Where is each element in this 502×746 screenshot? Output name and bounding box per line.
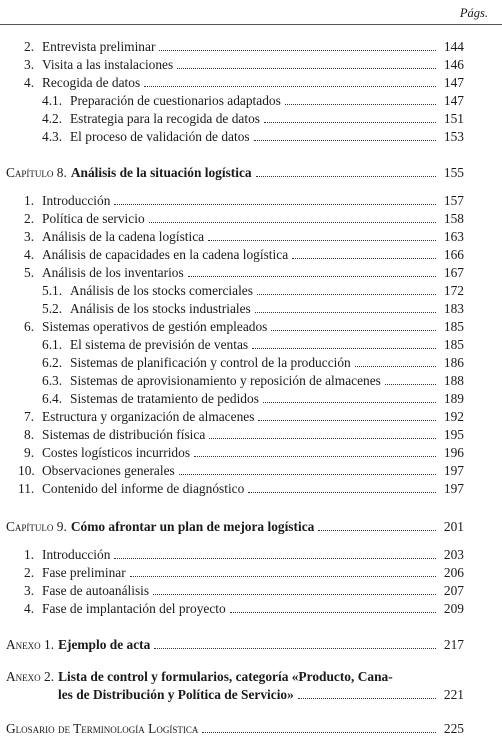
dot-leader bbox=[159, 49, 436, 51]
entry-page: 196 bbox=[443, 445, 464, 460]
entry-title: Análisis de los stocks comerciales bbox=[70, 283, 253, 298]
dot-leader bbox=[248, 491, 436, 493]
entry-title: Sistemas de aprovisionamiento y reposición de almacenes bbox=[70, 373, 381, 388]
dot-leader bbox=[298, 697, 436, 699]
entry-page: 209 bbox=[443, 601, 464, 616]
entry-page: 225 bbox=[443, 721, 464, 736]
entry-number: 6. bbox=[24, 319, 35, 334]
dot-leader bbox=[177, 67, 436, 69]
pages-column-label: Págs. bbox=[459, 6, 488, 20]
entry-title: Análisis de la cadena logística bbox=[42, 229, 205, 244]
entry-page: 155 bbox=[443, 165, 464, 180]
entry-title: Visita a las instalaciones bbox=[42, 57, 174, 72]
dot-leader bbox=[149, 221, 436, 223]
entry-number: 2. bbox=[24, 211, 35, 226]
toc-subentry[interactable] bbox=[42, 391, 464, 407]
entry-title: Fase de implantación del proyecto bbox=[42, 601, 226, 616]
toc-entry[interactable] bbox=[24, 547, 464, 563]
entry-title: Entrevista preliminar bbox=[42, 39, 156, 54]
toc-entry[interactable] bbox=[24, 247, 464, 263]
dot-leader bbox=[252, 347, 436, 349]
entry-number: 8. bbox=[24, 427, 35, 442]
entry-page: 157 bbox=[443, 193, 464, 208]
entry-page: 151 bbox=[443, 111, 464, 126]
entry-page: 166 bbox=[443, 247, 464, 262]
entry-page: 158 bbox=[443, 211, 464, 226]
chapter-label: Capítulo 8. bbox=[6, 165, 67, 180]
annex-title-line1: Lista de control y formularios, categoría «Producto, Cana- bbox=[58, 669, 393, 684]
entry-page: 147 bbox=[443, 75, 464, 90]
entry-page: 186 bbox=[443, 355, 464, 370]
entry-title: Política de servicio bbox=[42, 211, 145, 226]
entry-number: 11. bbox=[18, 481, 35, 496]
dot-leader bbox=[254, 139, 436, 141]
entry-page: 147 bbox=[443, 93, 464, 108]
entry-page: 203 bbox=[443, 547, 464, 562]
toc-subentry[interactable] bbox=[42, 337, 464, 353]
dot-leader bbox=[385, 383, 436, 385]
entry-number: 5. bbox=[24, 265, 35, 280]
chapter-title: Análisis de la situación logística bbox=[70, 165, 252, 180]
dot-leader bbox=[256, 175, 436, 177]
dot-leader bbox=[255, 311, 436, 313]
entry-number: 4.2. bbox=[42, 111, 63, 126]
toc-entry[interactable] bbox=[18, 463, 464, 479]
dot-leader bbox=[209, 437, 436, 439]
header-rule bbox=[0, 24, 502, 25]
entry-page: 197 bbox=[443, 481, 464, 496]
entry-page: 192 bbox=[443, 409, 464, 424]
dot-leader bbox=[130, 575, 436, 577]
entry-number: 3. bbox=[24, 583, 35, 598]
annex-2-heading-line1[interactable] bbox=[6, 669, 464, 685]
toc-entry[interactable] bbox=[18, 481, 464, 497]
toc-subentry[interactable] bbox=[42, 355, 464, 371]
toc-subentry[interactable] bbox=[42, 373, 464, 389]
entry-title: Introducción bbox=[42, 547, 111, 562]
entry-number: 2. bbox=[24, 565, 35, 580]
dot-leader bbox=[230, 611, 436, 613]
glossary-heading[interactable] bbox=[6, 721, 464, 737]
entry-number: 7. bbox=[24, 409, 35, 424]
toc-subentry[interactable] bbox=[42, 111, 464, 127]
entry-number: 3. bbox=[24, 229, 35, 244]
entry-page: 197 bbox=[443, 463, 464, 478]
entry-page: 167 bbox=[443, 265, 464, 280]
dot-leader bbox=[154, 647, 436, 649]
toc-entry[interactable] bbox=[24, 39, 464, 55]
toc-entry[interactable] bbox=[24, 193, 464, 209]
entry-title: Fase de autoanálisis bbox=[42, 583, 150, 598]
entry-title: Observaciones generales bbox=[42, 463, 175, 478]
dot-leader bbox=[355, 365, 436, 367]
entry-number: 4.3. bbox=[42, 129, 63, 144]
dot-leader bbox=[179, 473, 436, 475]
chapter-title: Cómo afrontar un plan de mejora logística bbox=[70, 519, 315, 534]
entry-title: Sistemas de distribución física bbox=[42, 427, 206, 442]
toc-entry[interactable] bbox=[24, 57, 464, 73]
dot-leader bbox=[114, 557, 436, 559]
toc-entry[interactable] bbox=[24, 319, 464, 335]
dot-leader bbox=[271, 329, 436, 331]
entry-title: Recogida de datos bbox=[42, 75, 141, 90]
entry-page: 146 bbox=[443, 57, 464, 72]
chapter-8-heading[interactable] bbox=[6, 165, 464, 181]
toc-entry[interactable] bbox=[24, 75, 464, 91]
entry-title: Sistemas operativos de gestión empleados bbox=[42, 319, 268, 334]
dot-leader bbox=[188, 275, 436, 277]
toc-entry[interactable] bbox=[24, 211, 464, 227]
entry-page: 201 bbox=[443, 519, 464, 534]
entry-number: 1. bbox=[24, 547, 35, 562]
entry-number: 4. bbox=[24, 247, 35, 262]
dot-leader bbox=[202, 731, 436, 733]
dot-leader bbox=[257, 293, 436, 295]
entry-title: El proceso de validación de datos bbox=[70, 129, 250, 144]
toc-subentry[interactable] bbox=[42, 93, 464, 109]
toc-subentry[interactable] bbox=[42, 129, 464, 145]
annex-title-line2: les de Distribución y Política de Servicio» bbox=[58, 687, 294, 702]
toc-entry[interactable] bbox=[24, 565, 464, 581]
dot-leader bbox=[258, 419, 436, 421]
entry-title: Análisis de los stocks industriales bbox=[70, 301, 251, 316]
glossary-title: Glosario de Terminología Logística bbox=[6, 721, 199, 736]
entry-title: Costes logísticos incurridos bbox=[42, 445, 191, 460]
entry-number: 10. bbox=[18, 463, 35, 478]
entry-number: 3. bbox=[24, 57, 35, 72]
entry-title: Estrategia para la recogida de datos bbox=[70, 111, 260, 126]
entry-number: 4.1. bbox=[42, 93, 63, 108]
entry-page: 172 bbox=[443, 283, 464, 298]
toc-entry[interactable] bbox=[24, 601, 464, 617]
entry-page: 221 bbox=[443, 687, 464, 702]
entry-title: Análisis de los inventarios bbox=[42, 265, 184, 280]
entry-title: Estructura y organización de almacenes bbox=[42, 409, 255, 424]
annex-title: Ejemplo de acta bbox=[58, 637, 151, 652]
chapter-9-heading[interactable] bbox=[6, 519, 464, 535]
entry-title: Introducción bbox=[42, 193, 111, 208]
annex-1-heading[interactable] bbox=[6, 637, 464, 653]
entry-page: 144 bbox=[443, 39, 464, 54]
entry-title: Sistemas de tratamiento de pedidos bbox=[70, 391, 259, 406]
entry-page: 207 bbox=[443, 583, 464, 598]
entry-title: Contenido del informe de diagnóstico bbox=[42, 481, 245, 496]
toc-entry[interactable] bbox=[24, 265, 464, 281]
entry-number: 6.2. bbox=[42, 355, 63, 370]
entry-title: Preparación de cuestionarios adaptados bbox=[70, 93, 281, 108]
annex-label: Anexo 1. bbox=[6, 637, 55, 652]
dot-leader bbox=[264, 121, 436, 123]
entry-title: Fase preliminar bbox=[42, 565, 126, 580]
entry-page: 189 bbox=[443, 391, 464, 406]
dot-leader bbox=[114, 203, 436, 205]
annex-2-heading-line2[interactable] bbox=[58, 687, 464, 703]
entry-page: 195 bbox=[443, 427, 464, 442]
entry-page: 163 bbox=[443, 229, 464, 244]
toc-subentry[interactable] bbox=[42, 301, 464, 317]
dot-leader bbox=[153, 593, 436, 595]
entry-number: 6.1. bbox=[42, 337, 63, 352]
entry-number: 4. bbox=[24, 601, 35, 616]
toc-entry[interactable] bbox=[24, 445, 464, 461]
entry-number: 4. bbox=[24, 75, 35, 90]
entry-page: 217 bbox=[443, 637, 464, 652]
dot-leader bbox=[292, 257, 436, 259]
dot-leader bbox=[318, 529, 436, 531]
entry-title: Sistemas de planificación y control de la producción bbox=[70, 355, 351, 370]
toc-entry[interactable] bbox=[24, 229, 464, 245]
entry-page: 185 bbox=[443, 337, 464, 352]
dot-leader bbox=[194, 455, 436, 457]
toc-entry[interactable] bbox=[24, 583, 464, 599]
annex-label: Anexo 2. bbox=[6, 669, 55, 684]
entry-page: 153 bbox=[443, 129, 464, 144]
entry-title: Análisis de capacidades en la cadena logística bbox=[42, 247, 289, 262]
entry-page: 185 bbox=[443, 319, 464, 334]
entry-number: 6.3. bbox=[42, 373, 63, 388]
dot-leader bbox=[285, 103, 436, 105]
entry-number: 5.1. bbox=[42, 283, 63, 298]
toc-subentry[interactable] bbox=[42, 283, 464, 299]
entry-page: 183 bbox=[443, 301, 464, 316]
entry-page: 206 bbox=[443, 565, 464, 580]
toc-entry[interactable] bbox=[24, 427, 464, 443]
dot-leader bbox=[208, 239, 436, 241]
entry-number: 5.2. bbox=[42, 301, 63, 316]
dot-leader bbox=[263, 401, 436, 403]
toc-entry[interactable] bbox=[24, 409, 464, 425]
entry-number: 1. bbox=[24, 193, 35, 208]
entry-page: 188 bbox=[443, 373, 464, 388]
entry-number: 6.4. bbox=[42, 391, 63, 406]
entry-number: 9. bbox=[24, 445, 35, 460]
entry-number: 2. bbox=[24, 39, 35, 54]
entry-title: El sistema de previsión de ventas bbox=[70, 337, 249, 352]
dot-leader bbox=[144, 85, 436, 87]
chapter-label: Capítulo 9. bbox=[6, 519, 67, 534]
